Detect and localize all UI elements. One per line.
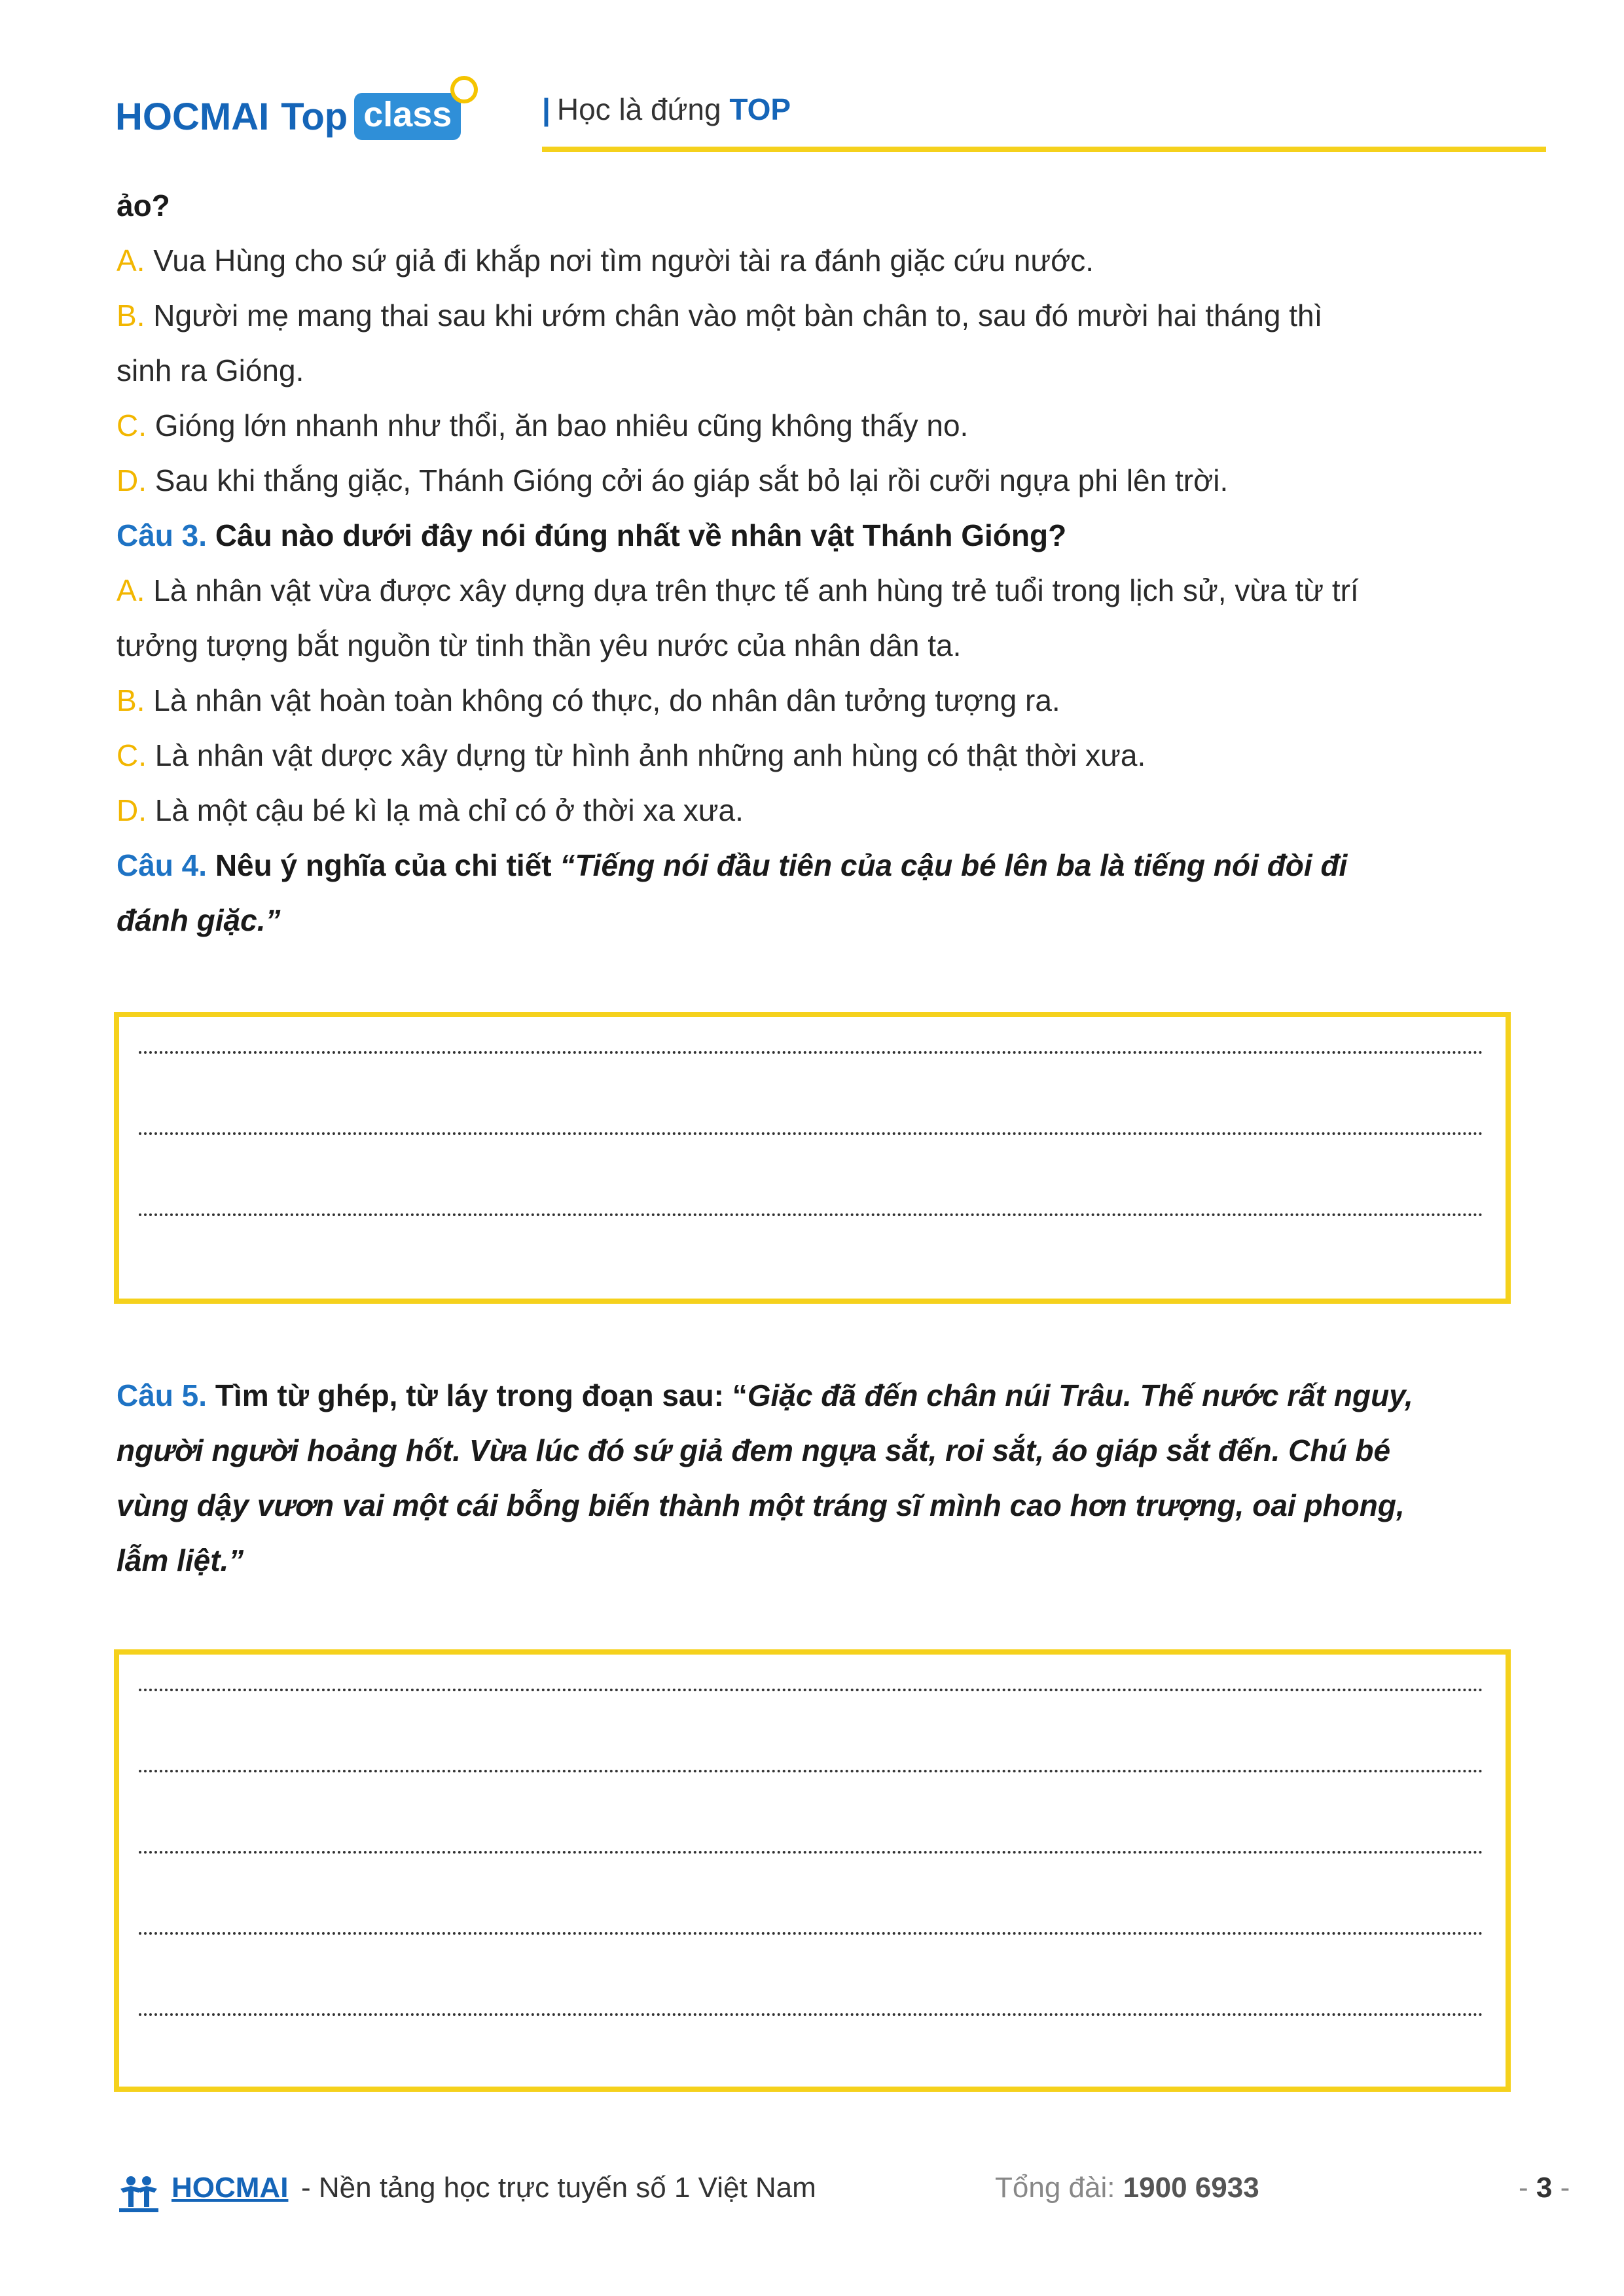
hotline-label: Tổng đài: — [995, 2172, 1123, 2204]
q2-option-d — [117, 462, 1228, 499]
question-5-quote-line-4: lẫm liệt.” — [117, 1543, 244, 1577]
hocmai-logo-icon — [118, 2174, 160, 2214]
option-text: Người mẹ mang thai sau khi ướm chân vào một bàn chân to, sau đó mười hai tháng thì — [145, 298, 1323, 332]
footer-hotline — [995, 2172, 1259, 2204]
q2-option-b-continued: sinh ra Gióng. — [117, 353, 304, 387]
question-label: Câu 5. — [117, 1378, 208, 1412]
answer-line[interactable] — [139, 1932, 1483, 1935]
question-text: Câu nào dưới đây nói đúng nhất về nhân vật Thánh Gióng? — [207, 518, 1067, 552]
hotline-number: 1900 6933 — [1123, 2172, 1259, 2204]
logo-hocmai: HOCMAI — [115, 95, 270, 138]
question-2-tail: ảo? — [117, 188, 170, 223]
option-text: Là nhân vật vừa được xây dựng dựa trên thực tế anh hùng trẻ tuổi trong lịch sử, vừa từ trí — [145, 573, 1359, 607]
header-slogan — [542, 92, 791, 127]
q3-option-a — [117, 572, 1359, 609]
gear-icon — [450, 76, 478, 103]
answer-line[interactable] — [139, 1132, 1483, 1135]
question-quote: “Tiếng nói đầu tiên của cậu bé lên ba là tiếng nói đòi đi — [560, 848, 1348, 882]
option-text: Là nhân vật hoàn toàn không có thực, do nhân dân tưởng tượng ra. — [145, 683, 1060, 717]
answer-line[interactable] — [139, 2013, 1483, 2016]
answer-line[interactable] — [139, 1689, 1483, 1691]
answer-line[interactable] — [139, 1051, 1483, 1054]
page-number — [1519, 2172, 1570, 2204]
option-letter: A. — [117, 573, 145, 607]
answer-box-q4[interactable] — [114, 1012, 1511, 1304]
option-letter: B. — [117, 298, 145, 332]
slogan-divider: | — [542, 92, 550, 126]
option-text: Là nhân vật dược xây dựng từ hình ảnh những anh hùng có thật thời xưa. — [147, 738, 1146, 772]
question-5-quote-line-2: người người hoảng hốt. Vừa lúc đó sứ giả đem ngựa sắt, roi sắt, áo giáp sắt đến. Chú bé — [117, 1433, 1391, 1467]
option-text: Vua Hùng cho sứ giả đi khắp nơi tìm người tài ra đánh giặc cứu nước. — [145, 243, 1094, 278]
option-letter: C. — [117, 738, 147, 772]
q3-option-b — [117, 682, 1060, 719]
answer-line[interactable] — [139, 1213, 1483, 1216]
question-label: Câu 4. — [117, 848, 208, 882]
option-letter: C. — [117, 408, 147, 442]
option-letter: D. — [117, 463, 147, 497]
question-5 — [117, 1377, 1413, 1414]
q3-option-d — [117, 792, 744, 829]
question-4-quote-continued: đánh giặc.” — [117, 903, 281, 937]
header-divider — [542, 147, 1546, 152]
logo-class-badge — [354, 93, 461, 140]
brand-logo — [115, 90, 461, 143]
question-text: Tìm từ ghép, từ láy trong đoạn sau: “ — [207, 1378, 748, 1412]
option-letter: A. — [117, 243, 145, 278]
slogan-keyword: TOP — [729, 92, 791, 126]
answer-box-q5[interactable] — [114, 1649, 1511, 2092]
q2-option-a — [117, 242, 1094, 279]
question-5-quote-line-3: vùng dậy vươn vai một cái bỗng biến thành một tráng sĩ mình cao hơn trượng, oai phong, — [117, 1488, 1405, 1522]
answer-line[interactable] — [139, 1851, 1483, 1854]
q2-option-c — [117, 407, 968, 444]
option-text: Gióng lớn nhanh như thổi, ăn bao nhiêu cũng không thấy no. — [147, 408, 969, 442]
question-text: Nêu ý nghĩa của chi tiết — [207, 848, 560, 882]
page-prefix: - — [1519, 2172, 1536, 2204]
footer-brand-link[interactable]: HOCMAI — [171, 2172, 289, 2204]
page-suffix: - — [1552, 2172, 1570, 2204]
option-text: Sau khi thắng giặc, Thánh Gióng cởi áo giáp sắt bỏ lại rồi cưỡi ngựa phi lên trời. — [147, 463, 1229, 497]
question-3 — [117, 517, 1066, 554]
page-number-value: 3 — [1536, 2172, 1553, 2204]
q3-option-c — [117, 737, 1146, 774]
logo-top: Top — [281, 95, 348, 138]
slogan-prefix: Học là đứng — [556, 92, 721, 126]
logo-class-text: class — [363, 95, 452, 134]
question-label: Câu 3. — [117, 518, 208, 552]
question-4 — [117, 847, 1347, 884]
option-text: Là một cậu bé kì lạ mà chỉ có ở thời xa xưa. — [147, 793, 744, 827]
q3-option-a-continued: tưởng tượng bắt nguồn từ tinh thần yêu nước của nhân dân ta. — [117, 628, 962, 662]
answer-line[interactable] — [139, 1770, 1483, 1772]
q2-option-b — [117, 297, 1322, 334]
question-quote: Giặc đã đến chân núi Trâu. Thế nước rất nguy, — [747, 1378, 1413, 1412]
option-letter: B. — [117, 683, 145, 717]
option-letter: D. — [117, 793, 147, 827]
footer-tagline: - Nền tảng học trực tuyến số 1 Việt Nam — [301, 2172, 816, 2204]
